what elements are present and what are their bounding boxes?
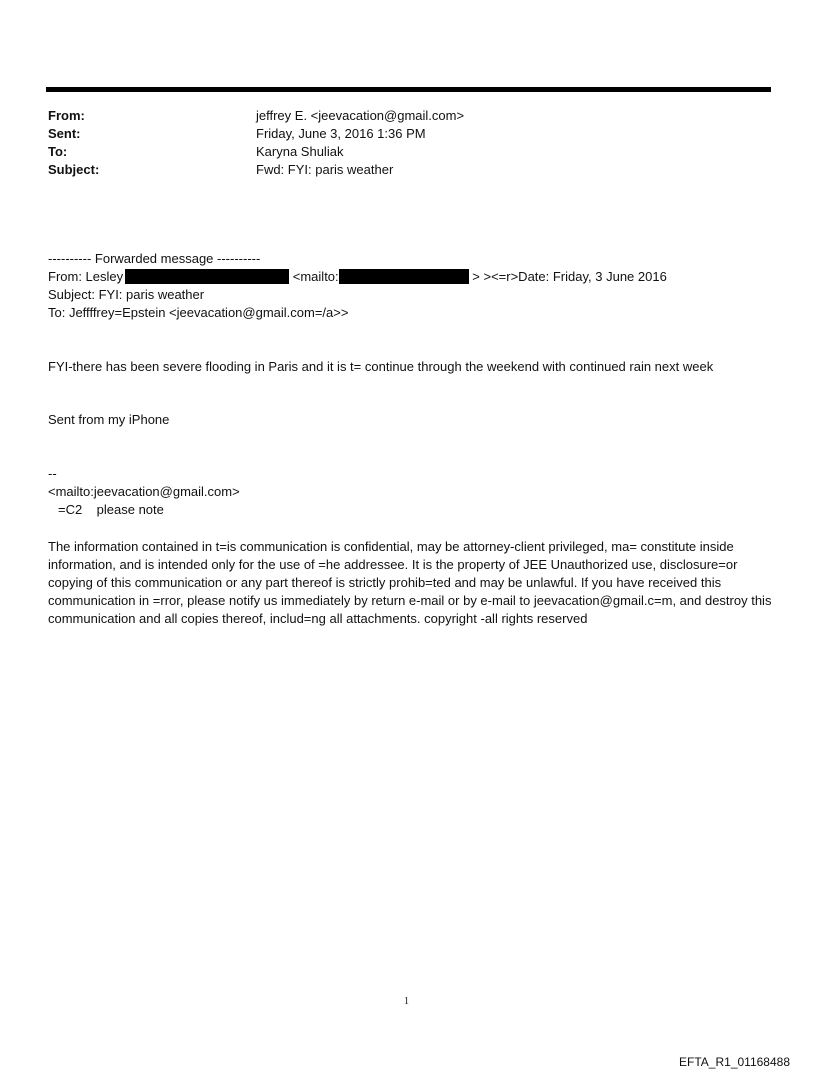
forwarded-from-suffix: > ><=r>Date: Friday, 3 June 2016 <box>472 269 667 284</box>
message-text: FYI-there has been severe flooding in Paris and it is t= continue through the weekend with continued rain next week <box>48 359 714 374</box>
document-id: EFTA_R1_01168488 <box>679 1055 790 1069</box>
header-rule <box>46 87 771 92</box>
disclaimer-paragraph: The information contained in t=is communication is confidential, may be attorney-client privileged, ma= constitute inside information, and is intended only for the use of =he addressee. It is the property of JEE Unauthorized use, disclosure=or copying of this communication or any part thereof is strictly prohib=ted and may be unlawful. If you have received this communication in =rror, please notify us immediately by return e-mail or by e-mail to jeevacation@gmail.c=m, and destroy this communication and all copies thereof, includ=ng all attachments. copyright -all rights reserved <box>48 539 772 626</box>
forwarded-separator: ---------- Forwarded message ---------- <box>48 251 261 266</box>
subject-label: Subject: <box>48 162 100 177</box>
forwarded-to-line: To: Jeffffrey=Epstein <jeevacation@gmail.com=/a>> <box>48 305 349 320</box>
from-label: From: <box>48 108 85 123</box>
to-value: Karyna Shuliak <box>256 144 344 159</box>
redaction-box <box>339 269 469 284</box>
mailto-line: <mailto:jeevacation@gmail.com> <box>48 484 240 499</box>
signature-text: Sent from my iPhone <box>48 412 170 427</box>
redaction-box <box>125 269 289 284</box>
forwarded-from-prefix: From: Lesley <box>48 269 124 284</box>
sent-label: Sent: <box>48 126 81 141</box>
forwarded-subject-line: Subject: FYI: paris weather <box>48 287 205 302</box>
subject-value: Fwd: FYI: paris weather <box>256 162 394 177</box>
signature-dashes: -- <box>48 466 57 481</box>
to-label: To: <box>48 144 68 159</box>
from-value: jeffrey E. <jeevacation@gmail.com> <box>256 108 465 123</box>
please-note: =C2 please note <box>58 502 164 517</box>
forwarded-from-line <box>48 269 667 284</box>
page-number: 1 <box>404 996 409 1007</box>
sent-value: Friday, June 3, 2016 1:36 PM <box>256 126 426 141</box>
mailto-prefix: <mailto: <box>292 269 339 284</box>
